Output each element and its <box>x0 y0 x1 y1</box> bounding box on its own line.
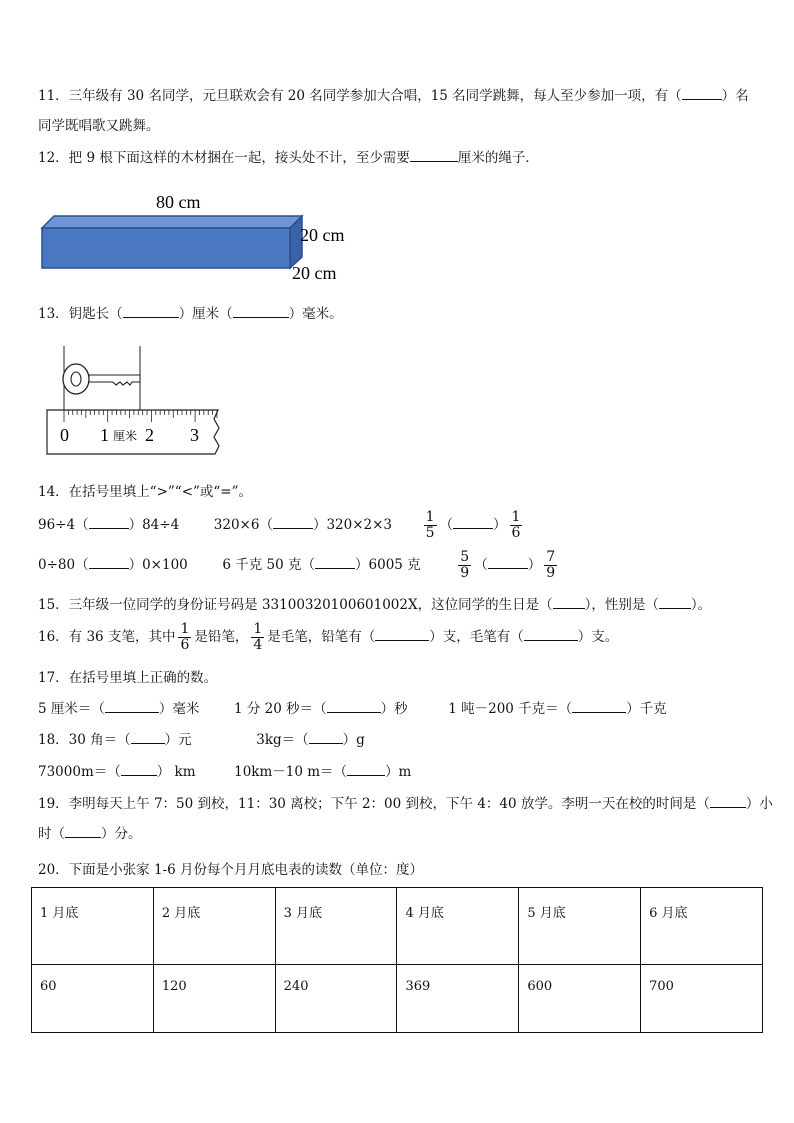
q17-blank-a[interactable] <box>105 699 159 713</box>
q17-c2: ）千克 <box>626 701 667 717</box>
q18-d2: ）m <box>385 764 412 780</box>
q13-mm-blank[interactable] <box>233 304 289 318</box>
table-header-cell: 6 月底 <box>641 888 763 965</box>
q18-row2 <box>38 760 411 780</box>
table-header-cell: 1 月底 <box>32 888 154 965</box>
q12-depth-label: 20 cm <box>292 263 337 282</box>
table-cell: 600 <box>519 965 641 1033</box>
q16-text-d: ）支，毛笔有（ <box>429 629 524 645</box>
q16-text-e: ）支。 <box>577 629 619 645</box>
q17-b2: ）秒 <box>380 701 408 717</box>
q12-line <box>38 146 539 166</box>
q12-length-label: 80 cm <box>156 192 201 212</box>
q12-text-a: 12．把 9 根下面这样的木材捆在一起，接头处不计，至少需要 <box>38 150 410 166</box>
q16-line <box>38 618 618 656</box>
q12-timber-figure <box>38 190 368 282</box>
q14-r2-frac1: $\frac{5}{9}$ <box>460 549 470 581</box>
table-cell: 240 <box>275 965 397 1033</box>
q14-r2-blank2[interactable] <box>315 555 355 569</box>
ruler-unit-label: 厘米 <box>113 429 138 443</box>
table-cell: 120 <box>153 965 275 1033</box>
q14-r2-blank3[interactable] <box>488 555 528 569</box>
q14-r1-a: 96÷4（ <box>38 517 89 533</box>
q18-row1 <box>38 728 365 748</box>
q14-r1-b: ）84÷4 <box>128 517 180 533</box>
q14-r2-a: 0÷80（ <box>38 557 89 573</box>
timber-front-face <box>42 228 290 268</box>
q14-r1-close: ） <box>493 517 507 533</box>
q17-row <box>38 697 667 717</box>
q16-text-c: 是毛笔，铅笔有（ <box>267 629 376 645</box>
table-row <box>32 965 763 1033</box>
q19-text-a: 19．李明每天上午 7：50 到校，11：30 离校；下午 2：00 到校，下午 4：40 放学。李明一天在校的时间是（ <box>38 796 710 812</box>
q16-pencil-blank[interactable] <box>375 627 429 641</box>
q14-title: 14．在括号里填上“>”“<”或“=”。 <box>38 484 253 500</box>
q18-blank-b[interactable] <box>309 730 343 744</box>
q14-r1-frac2: $\frac{1}{6}$ <box>511 509 521 541</box>
key-icon <box>63 364 140 394</box>
q12-answer-blank[interactable] <box>410 148 458 162</box>
q11-line1 <box>38 84 749 104</box>
meter-reading-table <box>31 887 763 1033</box>
table-cell: 369 <box>397 965 519 1033</box>
q14-r2-close: ） <box>527 557 542 573</box>
q17-b1: 1 分 20 秒＝（ <box>233 701 327 717</box>
q14-r2-c: 6 千克 50 克（ <box>222 557 316 573</box>
q17-a1: 5 厘米＝（ <box>38 701 105 717</box>
q14-row2 <box>38 547 560 583</box>
q16-brush-blank[interactable] <box>524 627 578 641</box>
q13-text-b: ）厘米（ <box>178 306 233 322</box>
q14-r1-frac1: $\frac{1}{5}$ <box>425 509 435 541</box>
q16-text-b: 是铅笔， <box>194 629 249 645</box>
q17-c1: 1 吨－200 千克＝（ <box>448 701 573 717</box>
table-cell: 700 <box>641 965 763 1033</box>
table-header-cell: 5 月底 <box>519 888 641 965</box>
q18-blank-a[interactable] <box>131 730 165 744</box>
q16-frac1: $\frac{1}{6}$ <box>180 621 190 653</box>
timber-top-face <box>42 216 302 228</box>
table-header-cell: 4 月底 <box>397 888 519 965</box>
q13-text-a: 13．钥匙长（ <box>38 306 123 322</box>
q14-r1-c: 320×6（ <box>213 517 273 533</box>
q19-minute-blank[interactable] <box>65 824 101 838</box>
q18-d1: 10km－10 m＝（ <box>234 764 348 780</box>
q17-a2: ）毫米 <box>158 701 200 717</box>
q15-gender-blank[interactable] <box>659 595 691 609</box>
q12-width-label: 20 cm <box>300 225 345 245</box>
q13-line <box>38 302 343 322</box>
ruler-label-3: 3 <box>190 425 199 445</box>
q14-r1-d: ）320×2×3 <box>312 517 393 533</box>
ruler-label-2: 2 <box>145 425 154 445</box>
q11-answer-blank[interactable] <box>682 86 722 100</box>
q14-r2-b: ）0×100 <box>128 557 188 573</box>
q19-line1 <box>38 792 773 812</box>
q11-text-b: ）名 <box>721 88 749 104</box>
q13-cm-blank[interactable] <box>123 304 179 318</box>
q15-text-b: ），性别是（ <box>584 597 659 613</box>
q18-b1: 3kg＝（ <box>256 732 309 748</box>
q15-text-c: ）。 <box>690 597 712 613</box>
q18-a2: ）元 <box>164 732 192 748</box>
q18-blank-d[interactable] <box>347 762 385 776</box>
q16-text-a: 16．有 36 支笔，其中 <box>38 629 176 645</box>
ruler-label-0: 0 <box>60 425 69 445</box>
q15-birthday-blank[interactable] <box>553 595 585 609</box>
table-header-cell: 3 月底 <box>275 888 397 965</box>
table-header-cell: 2 月底 <box>153 888 275 965</box>
q18-a1: 18．30 角＝（ <box>38 732 131 748</box>
q17-title: 17．在括号里填上正确的数。 <box>38 670 218 686</box>
q19-hour-blank[interactable] <box>710 794 746 808</box>
q14-r1-blank2[interactable] <box>273 515 313 529</box>
q11-text-a: 11．三年级有 30 名同学，元旦联欢会有 20 名同学参加大合唱，15 名同学跳舞，每人至少参加一项，有（ <box>38 88 682 104</box>
q20-title: 20．下面是小张家 1-6 月份每个月月底电表的读数（单位：度） <box>38 862 423 878</box>
q19-line2 <box>38 822 142 842</box>
q14-r2-blank1[interactable] <box>89 555 129 569</box>
q14-r2-frac2: $\frac{7}{9}$ <box>546 549 556 581</box>
q18-b2: ）g <box>342 732 365 748</box>
ruler-label-1: 1 <box>100 425 109 445</box>
q14-r2-open: （ <box>474 557 488 573</box>
q15-line <box>38 593 711 613</box>
q17-blank-b[interactable] <box>327 699 381 713</box>
q17-blank-c[interactable] <box>572 699 626 713</box>
q18-c1: 73000m＝（ <box>38 764 121 780</box>
q14-row1 <box>38 507 525 543</box>
q14-r1-blank3[interactable] <box>453 515 493 529</box>
q13-text-c: ）毫米。 <box>288 306 343 322</box>
table-header-row <box>32 888 763 965</box>
q11-line2: 同学既唱歌又跳舞。 <box>38 118 160 134</box>
q16-frac2: $\frac{1}{4}$ <box>253 621 263 653</box>
q13-key-ruler-figure <box>44 344 228 458</box>
q14-r1-blank1[interactable] <box>89 515 129 529</box>
q19-text-b: ）小 <box>745 796 773 812</box>
q19-text-c: 时（ <box>38 826 65 842</box>
q12-text-b: 厘米的绳子． <box>457 150 539 166</box>
q18-c2: ） km <box>156 764 196 780</box>
q14-r2-d: ）6005 克 <box>355 557 421 573</box>
q18-blank-c[interactable] <box>121 762 157 776</box>
table-cell: 60 <box>32 965 154 1033</box>
q14-r1-open: （ <box>439 517 454 533</box>
q19-text-d: ）分。 <box>101 826 142 842</box>
q15-text-a: 15．三年级一位同学的身份证号码是 33100320100601002X，这位同学的生日是（ <box>38 597 553 613</box>
